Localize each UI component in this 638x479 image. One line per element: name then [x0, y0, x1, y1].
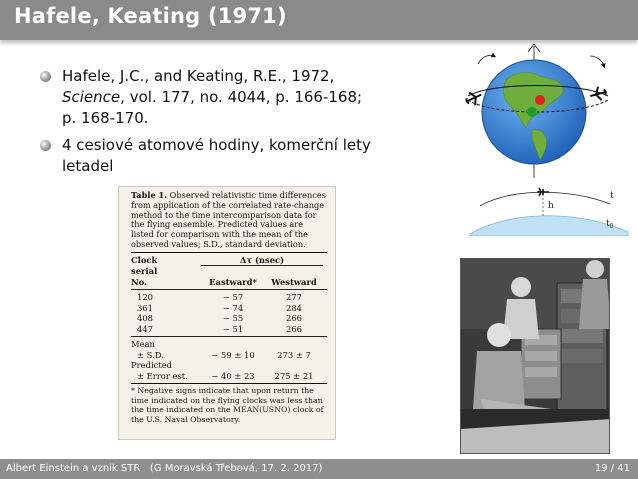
table-mean-rule [131, 336, 327, 337]
row-east: − 51 [222, 323, 244, 334]
altitude-diagram [460, 180, 630, 236]
error-label: ± Error est. [137, 370, 188, 381]
table-header-rule [131, 289, 327, 290]
header-clock-2: serial [131, 266, 158, 277]
sd-label: ± S.D. [137, 349, 164, 360]
row-serial: 120 [137, 292, 153, 303]
clocks-line-1: 4 cesiové atomové hodiny, komerční lety [62, 136, 371, 154]
marker-red [535, 95, 545, 105]
mean-label-row [131, 339, 327, 350]
header-clock [131, 255, 201, 267]
clocks-line-2: letadel [62, 157, 114, 175]
table-row [131, 292, 327, 303]
flight-arc [480, 192, 610, 206]
header-clock-3: No. [131, 276, 148, 287]
table-caption-label: Table 1. [131, 190, 168, 200]
label-t0-sub: 0 [609, 223, 614, 230]
row-west: 277 [286, 292, 302, 303]
mean-east: − 59 ± 10 [211, 349, 255, 360]
label-t: t [610, 191, 614, 201]
rotation-arrow-left [478, 55, 494, 64]
marker-green [527, 107, 537, 117]
label-t0 [606, 219, 614, 230]
experiment-photo [460, 258, 610, 454]
photo-person-woman [511, 277, 531, 297]
row-east: − 74 [222, 302, 244, 313]
predicted-label-row [131, 360, 327, 371]
row-east: − 57 [222, 292, 244, 303]
photo-svg [461, 259, 610, 454]
globe-svg [462, 42, 622, 182]
row-west: 266 [286, 313, 302, 324]
label-h: h [548, 201, 554, 211]
header-eastward: Eastward* [209, 276, 257, 287]
bullet-dot-icon [40, 140, 51, 151]
label-t0-base: t [606, 219, 610, 229]
table-caption [131, 191, 327, 250]
predicted-row [131, 371, 327, 382]
row-serial: 408 [137, 313, 153, 324]
reference-line-1: Hafele, J.C., and Keating, R.E., 1972, [62, 67, 335, 85]
table-row [131, 324, 327, 335]
reference-line-2 [62, 87, 390, 108]
photo-person-man-seated [487, 323, 511, 347]
title-bar [0, 0, 638, 40]
row-west: 284 [286, 302, 302, 313]
table-header-row-3 [131, 277, 327, 288]
airplane-top-icon [537, 188, 549, 196]
mean-west: 273 ± 7 [277, 349, 311, 360]
bullet-list [40, 66, 390, 177]
table-top-rule [131, 252, 327, 253]
table-header-row-2 [131, 266, 327, 277]
footer-bar [0, 459, 638, 479]
row-west: 266 [286, 323, 302, 334]
table-header-row [131, 255, 327, 267]
row-serial: 361 [137, 302, 153, 313]
results-table-scan [118, 186, 336, 440]
page-number: 19 / 41 [594, 463, 630, 474]
reference-line-3: p. 168-170. [62, 109, 149, 127]
row-east: − 55 [222, 313, 244, 324]
table-footnote: * Negative signs indicate that upon return the time indicated on the flying clocks was less than the time indicated on the MEAN(USNO) clock of the U.S. Naval Observatory. [131, 386, 324, 425]
table-row [131, 313, 327, 324]
mean-label: Mean [131, 339, 155, 350]
airplane-east-icon [588, 85, 607, 103]
table-row [131, 303, 327, 314]
bullet-reference [40, 66, 390, 129]
row-serial: 447 [137, 323, 153, 334]
footer-info [6, 459, 322, 479]
predicted-west: 275 ± 21 [274, 370, 314, 381]
rotation-arrow-right [590, 56, 604, 66]
footer-author: Albert Einstein a vznik STR [6, 463, 141, 474]
footer-event: (G Moravská Třebová, 17. 2. 2017) [149, 463, 323, 474]
slide-title: Hafele, Keating (1971) [14, 4, 287, 28]
bullet-clocks [40, 135, 390, 177]
reference-volume: , vol. 177, no. 4044, p. 166-168; [120, 88, 363, 106]
journal-name: Science [62, 88, 121, 106]
mean-row [131, 350, 327, 361]
bullet-dot-icon [40, 71, 51, 82]
header-delta: Δτ (nsec) [201, 255, 323, 267]
predicted-label: Predicted [131, 360, 173, 371]
header-westward: Westward [271, 276, 317, 287]
altitude-svg [460, 180, 630, 236]
table-bottom-rule [131, 383, 327, 384]
header-clock-1: Clock [131, 254, 158, 265]
predicted-east: − 40 ± 23 [211, 370, 255, 381]
earth-surface [470, 216, 628, 236]
table-caption-text: Observed relativistic time differences from application of the correlated rate-change method to the time intercomparison data for the flying ensemble. Predicted values are listed for comparison with the mean of the observed values; S.D., standard deviation. [131, 190, 326, 249]
globe-figure [462, 42, 622, 182]
photo-person-man-standing [586, 260, 604, 278]
